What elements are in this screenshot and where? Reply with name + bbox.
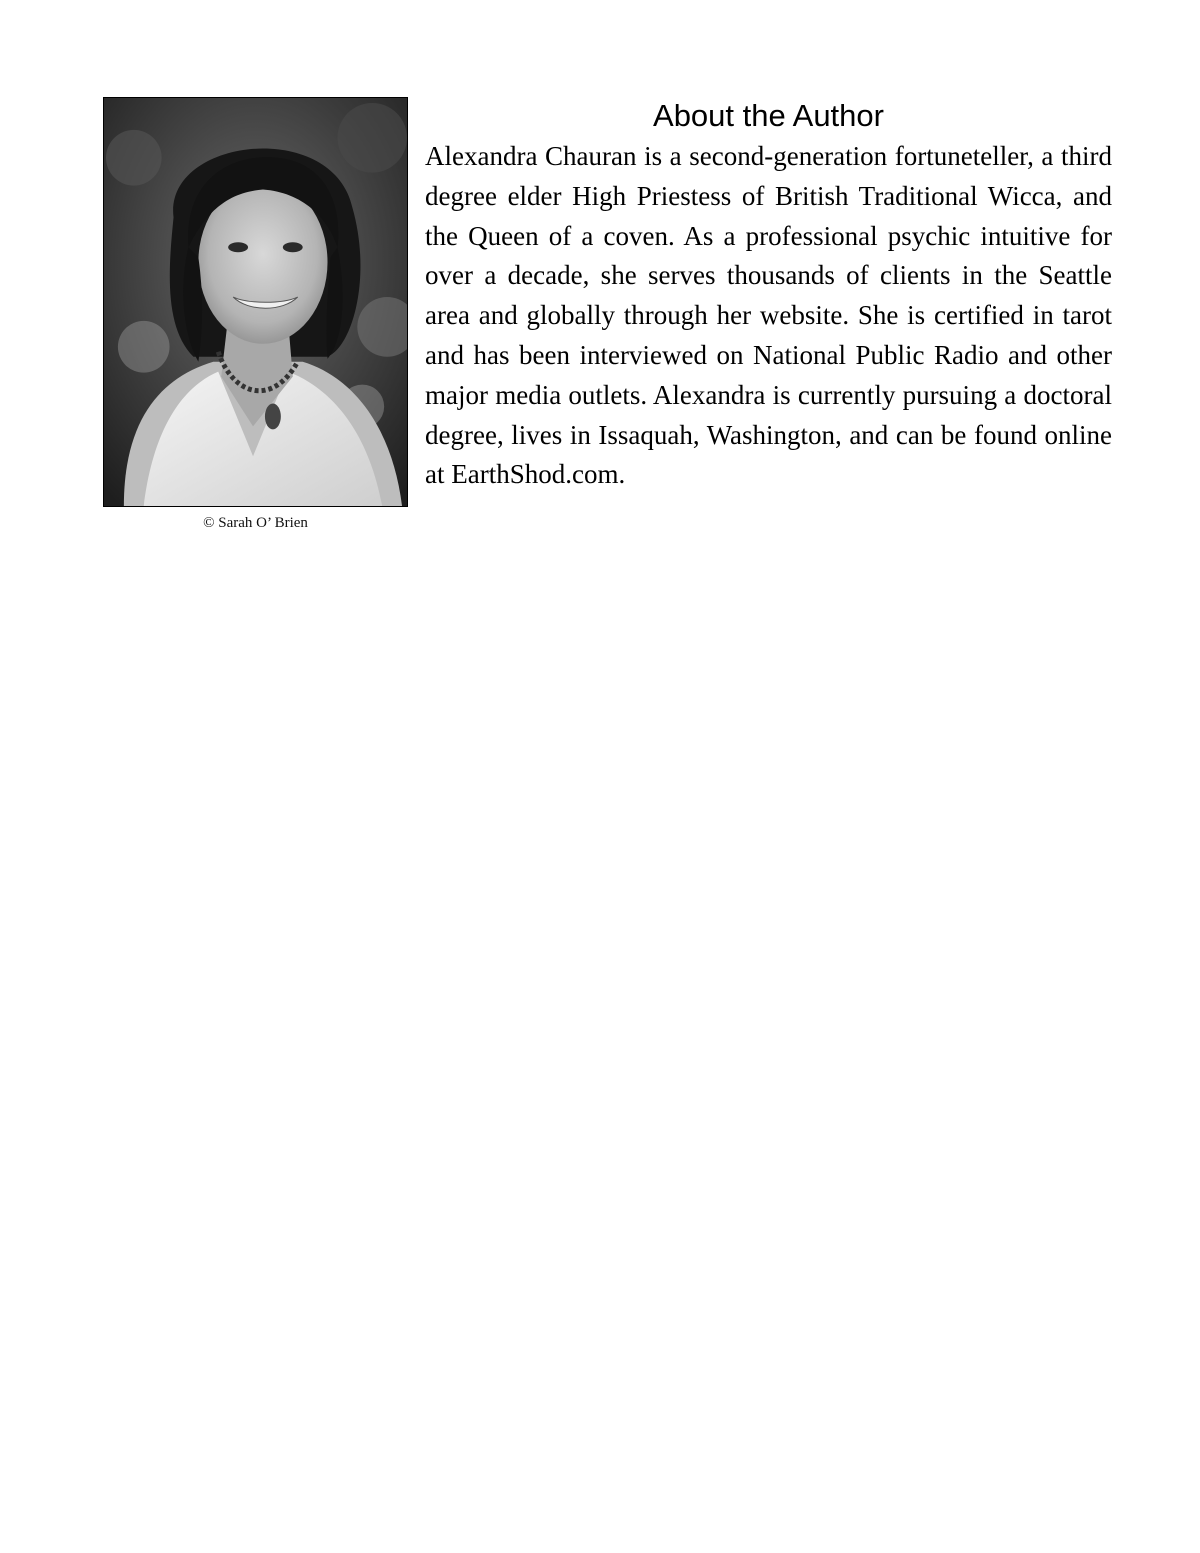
photo-credit: © Sarah O’ Brien: [203, 515, 308, 531]
author-portrait-photo: [104, 98, 407, 506]
section-heading: About the Author: [653, 98, 884, 133]
author-photo: [103, 97, 408, 507]
author-bio-paragraph: Alexandra Chauran is a second-generation fortuneteller, a third degree elder High Priestess of British Traditional Wicca, and the Queen of a coven. As a professional psychic intuitive for over a decade, she serves thousands of clients in the Seattle area and globally through her website. She is certified in tarot and has been interviewed on National Public Radio and other major media outlets. Alexandra is currently pursuing a doctoral degree, lives in Issaquah, Washington, and can be found online at EarthShod.com.: [425, 141, 1112, 490]
